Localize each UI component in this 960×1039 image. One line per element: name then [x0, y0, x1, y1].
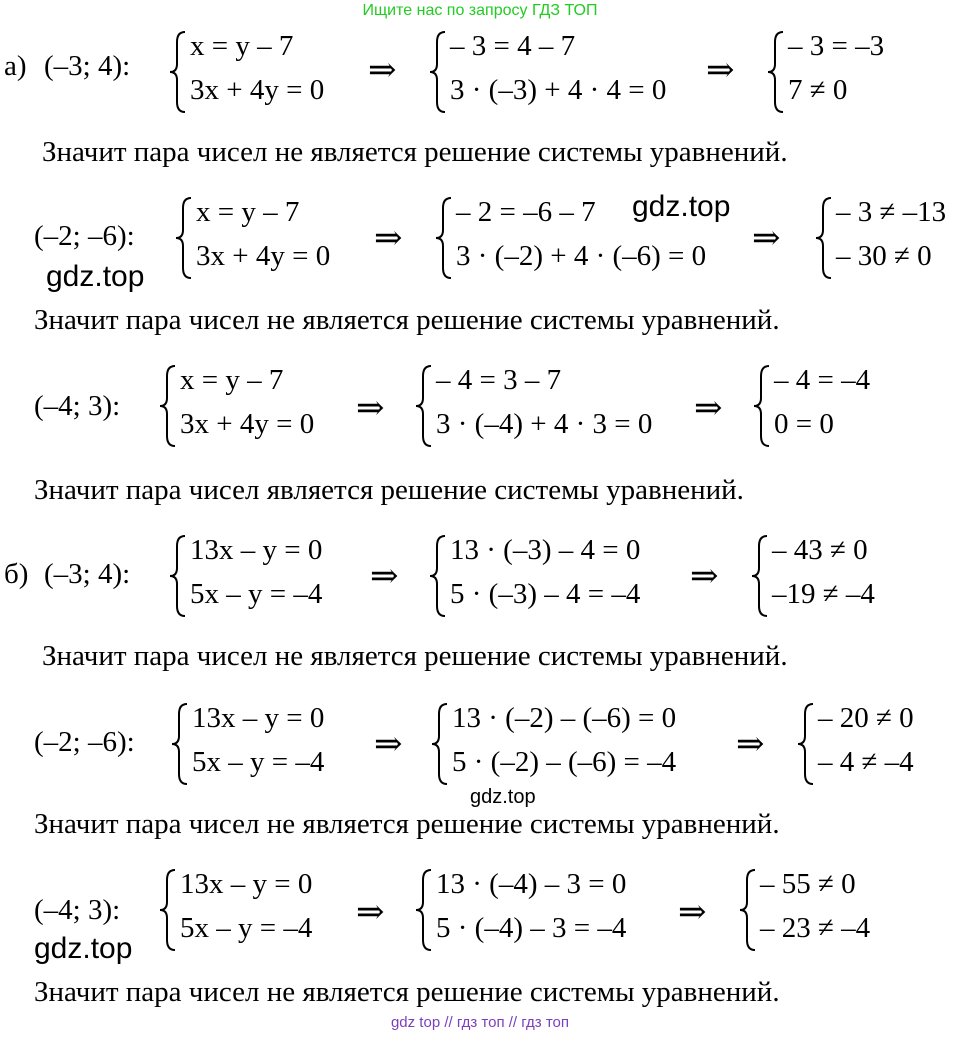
equation-line: 5x – y = –4: [180, 912, 313, 944]
implies-icon: ⇒: [690, 558, 719, 595]
equation-line: 5 · (–3) – 4 = –4: [450, 578, 641, 610]
equation-line: 13x – y = 0: [192, 702, 325, 734]
equation-line: 0 = 0: [774, 408, 834, 440]
conclusion-5: Значит пара чисел не является решение системы уравнений.: [34, 808, 780, 840]
equation-line: 5 · (–4) – 3 = –4: [436, 912, 627, 944]
equation-line: – 4 = 3 – 7: [436, 364, 562, 396]
brace-icon: [430, 702, 450, 786]
brace-icon: [414, 868, 434, 952]
implies-icon: ⇒: [356, 390, 385, 427]
equation-line: – 43 ≠ 0: [772, 534, 868, 566]
equation-line: – 55 ≠ 0: [760, 868, 856, 900]
watermark: gdz.top: [632, 190, 731, 223]
implies-icon: ⇒: [374, 220, 403, 257]
conclusion-6: Значит пара чисел не является решение системы уравнений.: [34, 976, 780, 1008]
equation-line: 3 · (–3) + 4 · 4 = 0: [450, 74, 667, 106]
equation-line: 13x – y = 0: [190, 534, 323, 566]
brace-icon: [168, 30, 188, 114]
equation-line: – 3 = –3: [788, 30, 885, 62]
equation-line: 7 ≠ 0: [788, 74, 848, 106]
equation-line: 13 · (–4) – 3 = 0: [436, 868, 627, 900]
equation-line: – 2 = –6 – 7: [456, 196, 596, 228]
equation-line: – 3 = 4 – 7: [450, 30, 576, 62]
implies-icon: ⇒: [370, 558, 399, 595]
equation-line: 13 · (–2) – (–6) = 0: [452, 702, 677, 734]
equation-line: 5x – y = –4: [190, 578, 323, 610]
implies-icon: ⇒: [368, 52, 397, 89]
equation-line: 3x + 4y = 0: [180, 408, 315, 440]
implies-icon: ⇒: [706, 52, 735, 89]
pair-5: (–2; –6):: [34, 726, 135, 758]
brace-icon: [738, 868, 758, 952]
brace-icon: [170, 702, 190, 786]
brace-icon: [796, 702, 816, 786]
equation-line: 5x – y = –4: [192, 746, 325, 778]
part-label-a: а): [4, 50, 27, 82]
equation-line: 3x + 4y = 0: [196, 240, 331, 272]
conclusion-2: Значит пара чисел не является решение системы уравнений.: [34, 304, 780, 336]
implies-icon: ⇒: [356, 894, 385, 931]
top-banner: Ищите нас по запросу ГДЗ ТОП: [362, 2, 598, 19]
implies-icon: ⇒: [374, 726, 403, 763]
equation-line: – 30 ≠ 0: [836, 240, 932, 272]
pair-3: (–4; 3):: [34, 390, 121, 422]
brace-icon: [168, 534, 188, 618]
conclusion-3: Значит пара чисел является решение системы уравнений.: [34, 474, 744, 506]
brace-icon: [428, 30, 448, 114]
equation-line: – 4 ≠ –4: [818, 746, 914, 778]
equation-line: –19 ≠ –4: [772, 578, 875, 610]
brace-icon: [158, 868, 178, 952]
brace-icon: [414, 364, 434, 448]
equation-line: x = y – 7: [190, 30, 294, 62]
equation-line: – 23 ≠ –4: [760, 912, 871, 944]
equation-line: 3 · (–2) + 4 · (–6) = 0: [456, 240, 707, 272]
brace-icon: [174, 196, 194, 280]
brace-icon: [434, 196, 454, 280]
conclusion-1: Значит пара чисел не является решение системы уравнений.: [42, 136, 788, 168]
conclusion-4: Значит пара чисел не является решение системы уравнений.: [42, 640, 788, 672]
brace-icon: [158, 364, 178, 448]
brace-icon: [766, 30, 786, 114]
equation-line: 5 · (–2) – (–6) = –4: [452, 746, 677, 778]
equation-line: – 4 = –4: [774, 364, 871, 396]
equation-line: 13 · (–3) – 4 = 0: [450, 534, 641, 566]
equation-line: – 3 ≠ –13: [836, 196, 947, 228]
watermark: gdz.top: [46, 260, 145, 293]
equation-line: – 20 ≠ 0: [818, 702, 914, 734]
brace-icon: [750, 534, 770, 618]
equation-line: 3 · (–4) + 4 · 3 = 0: [436, 408, 653, 440]
equation-line: x = y – 7: [196, 196, 300, 228]
pair-4: (–3; 4):: [44, 558, 131, 590]
part-label-b: б): [4, 558, 29, 590]
brace-icon: [428, 534, 448, 618]
pair-1: (–3; 4):: [44, 50, 131, 82]
equation-line: x = y – 7: [180, 364, 284, 396]
watermark: gdz.top: [470, 786, 536, 808]
equation-line: 13x – y = 0: [180, 868, 313, 900]
implies-icon: ⇒: [678, 894, 707, 931]
implies-icon: ⇒: [736, 726, 765, 763]
implies-icon: ⇒: [752, 220, 781, 257]
bottom-banner: gdz top // гдз топ // гдз топ: [390, 1014, 570, 1031]
brace-icon: [814, 196, 834, 280]
equation-line: 3x + 4y = 0: [190, 74, 325, 106]
pair-2: (–2; –6):: [34, 220, 135, 252]
pair-6: (–4; 3):: [34, 894, 121, 926]
watermark: gdz.top: [34, 932, 133, 965]
implies-icon: ⇒: [694, 390, 723, 427]
brace-icon: [752, 364, 772, 448]
